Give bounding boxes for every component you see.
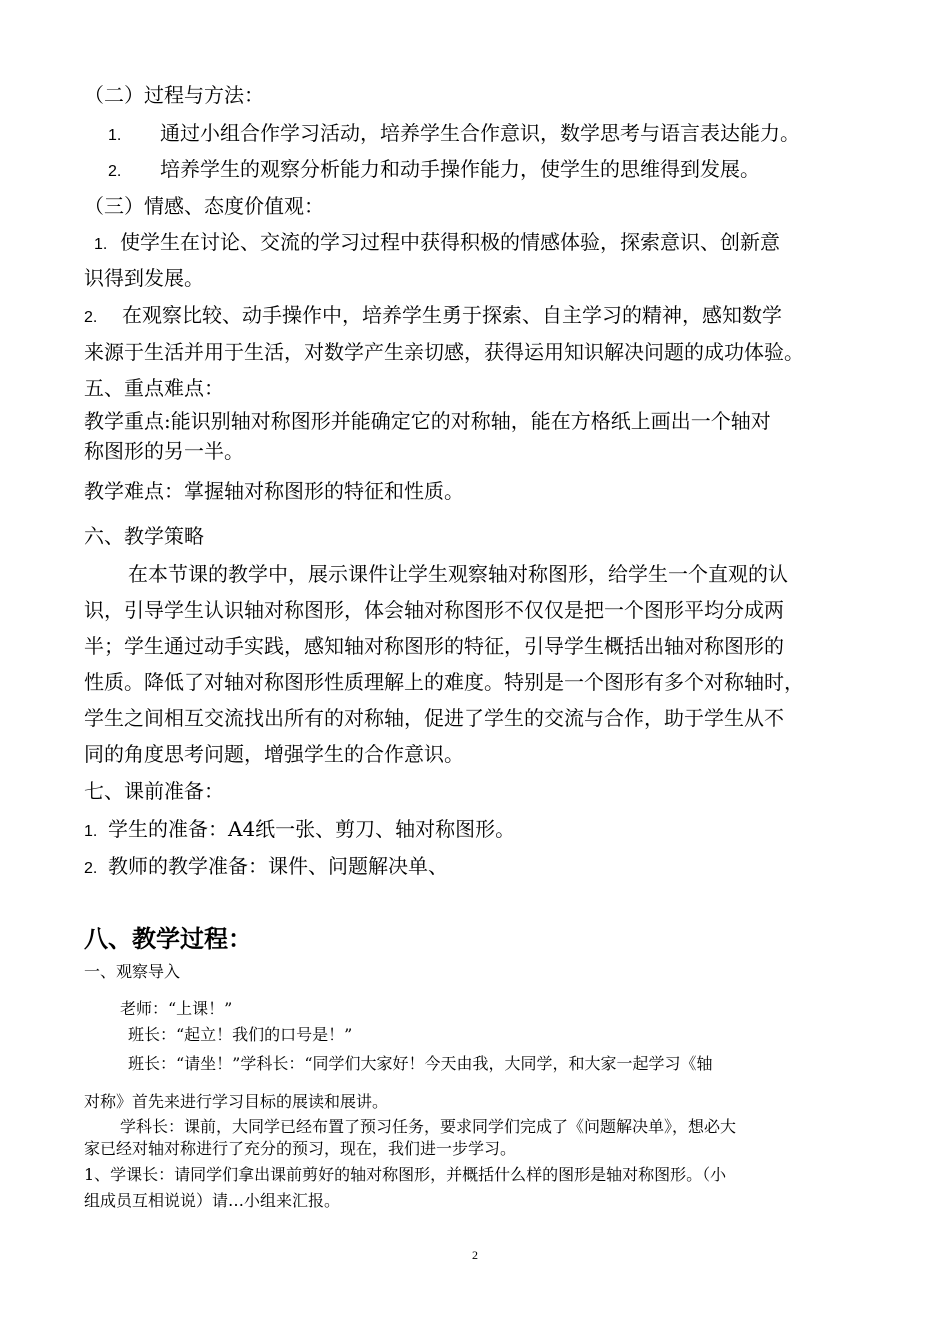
focus-line-1: 教学重点:能识别轴对称图形并能确定它的对称轴，能在方格纸上画出一个轴对	[84, 409, 771, 433]
section-2-item-1	[108, 120, 800, 149]
section-6-title: 六、教学策略	[84, 524, 204, 548]
section-7-item-1	[84, 816, 515, 845]
dialogue-line: 1、学课长：请同学们拿出课前剪好的轴对称图形，并概括什么样的图形是轴对称图形。（小	[84, 1165, 727, 1184]
dialogue-line: 组成员互相说说）请…小组来汇报。	[84, 1191, 341, 1210]
list-number: 1.	[108, 127, 122, 144]
list-text: 学生的准备：A4纸一张、剪刀、轴对称图形。	[108, 817, 516, 841]
focus-line-2: 称图形的另一半。	[84, 439, 244, 463]
strategy-line: 半；学生通过动手实践，感知轴对称图形的特征，引导学生概括出轴对称图形的	[84, 634, 784, 658]
list-number: 2.	[84, 309, 98, 326]
section-3-item-1-line-2: 识得到发展。	[84, 266, 204, 290]
dialogue-line: 班长：“起立！我们的口号是！”	[128, 1025, 353, 1044]
section-7-title: 七、课前准备：	[84, 779, 224, 803]
list-number: 2.	[84, 860, 98, 877]
strategy-line: 在本节课的教学中，展示课件让学生观察轴对称图形，给学生一个直观的认	[128, 562, 788, 586]
dialogue-line: 学科长：课前，大同学已经布置了预习任务，要求同学们完成了《问题解决单》，想必大	[120, 1117, 737, 1136]
list-text: 培养学生的观察分析能力和动手操作能力，使学生的思维得到发展。	[160, 157, 760, 181]
dialogue-line: 老师：“上课！”	[120, 999, 233, 1018]
section-2-title: （二）过程与方法：	[84, 83, 264, 107]
difficulty-line: 教学难点：掌握轴对称图形的特征和性质。	[84, 479, 464, 503]
list-number: 1.	[84, 823, 98, 840]
section-2-item-2	[108, 156, 760, 185]
section-3-item-2-line-2: 来源于生活并用于生活，对数学产生亲切感，获得运用知识解决问题的成功体验。	[84, 340, 804, 364]
list-text: 教师的教学准备：课件、问题解决单、	[108, 854, 448, 878]
section-8-title: 八、教学过程：	[84, 925, 252, 953]
strategy-line: 同的角度思考问题，增强学生的合作意识。	[84, 742, 464, 766]
strategy-line: 识，引导学生认识轴对称图形，体会轴对称图形不仅仅是把一个图形平均分成两	[84, 598, 784, 622]
list-text: 通过小组合作学习活动，培养学生合作意识，数学思考与语言表达能力。	[160, 121, 800, 145]
list-number: 1.	[94, 236, 108, 253]
section-7-item-2	[84, 853, 448, 882]
dialogue-line: 班长：“请坐！”学科长：“同学们大家好！今天由我，大同学，和大家一起学习《轴	[128, 1054, 713, 1073]
list-number: 2.	[108, 163, 122, 180]
section-3-item-1-line-1	[94, 229, 780, 258]
dialogue-line: 对称》首先来进行学习目标的展读和展讲。	[84, 1092, 389, 1111]
page-number: 2	[472, 1248, 478, 1262]
section-8-subtitle: 一、观察导入	[84, 962, 181, 981]
section-3-title: （三）情感、态度价值观：	[84, 194, 324, 218]
section-5-title: 五、重点难点：	[84, 376, 224, 400]
section-3-item-2-line-1	[84, 302, 782, 331]
strategy-line: 性质。降低了对轴对称图形性质理解上的难度。特别是一个图形有多个对称轴时，	[84, 670, 804, 694]
list-text: 使学生在讨论、交流的学习过程中获得积极的情感体验，探索意识、创新意	[120, 230, 780, 254]
dialogue-line: 家已经对轴对称进行了充分的预习，现在，我们进一步学习。	[84, 1139, 517, 1158]
strategy-line: 学生之间相互交流找出所有的对称轴，促进了学生的交流与合作，助于学生从不	[84, 706, 784, 730]
list-text: 在观察比较、动手操作中，培养学生勇于探索、自主学习的精神，感知数学	[122, 303, 782, 327]
